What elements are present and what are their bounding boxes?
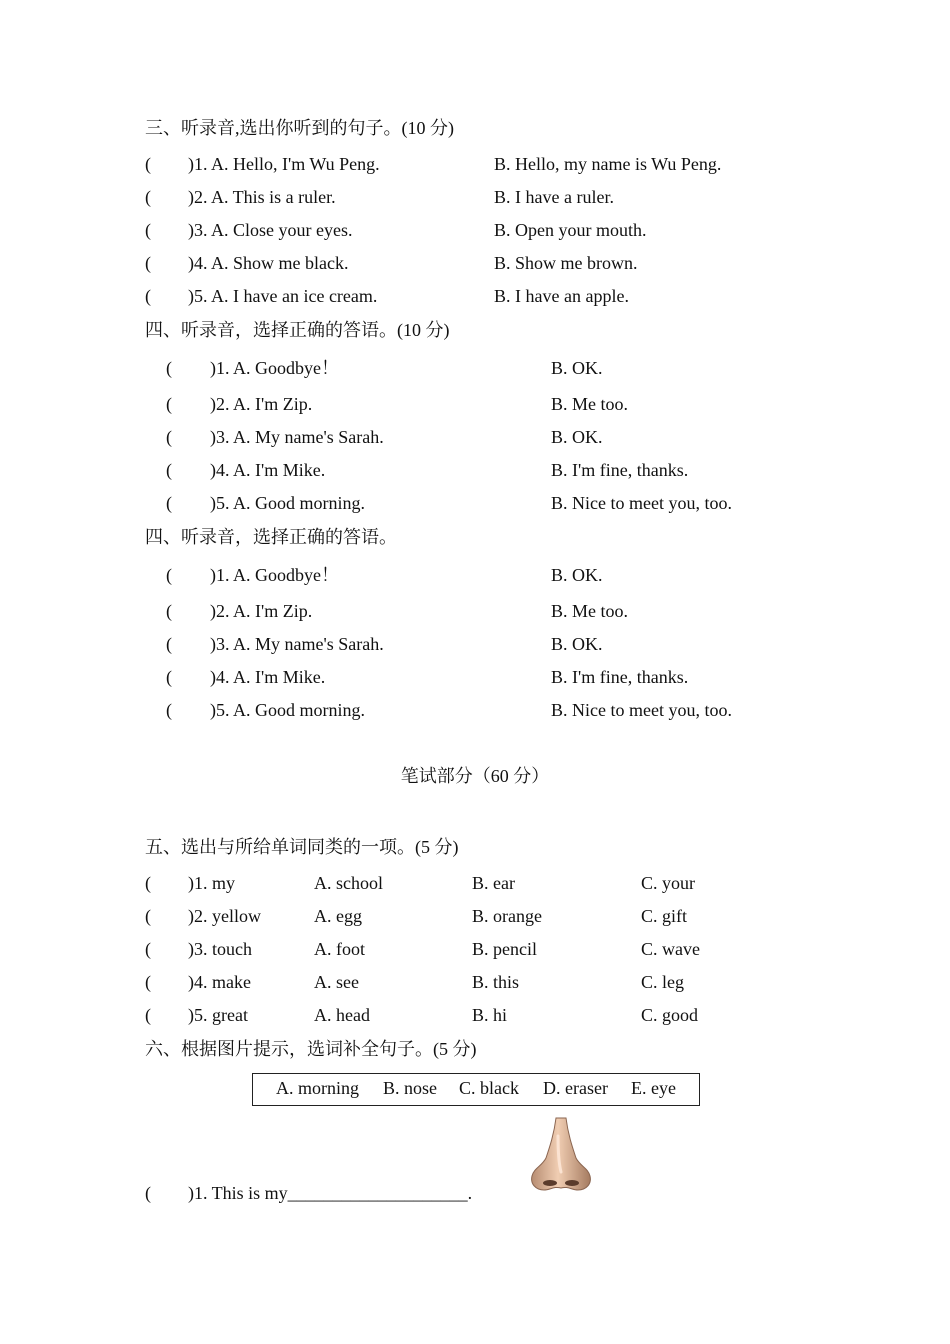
section-3-heading: 三、听录音,选出你听到的句子。(10 分) xyxy=(145,118,454,138)
word-bank-box xyxy=(252,1073,700,1106)
option-b: B. Me too. xyxy=(551,601,629,621)
option-b: B. I have an apple. xyxy=(494,286,629,306)
option-b: B. hi xyxy=(472,1005,508,1025)
answer-bracket: ( xyxy=(145,906,151,926)
section-3-item-5 xyxy=(0,285,950,307)
option-b: B. OK. xyxy=(551,358,603,378)
option-b: B. Nice to meet you, too. xyxy=(551,700,732,720)
section-4b-item-5 xyxy=(0,699,950,721)
answer-bracket: ( xyxy=(166,394,172,414)
option-a: )5. A. Good morning. xyxy=(210,493,365,513)
option-a: )3. A. Close your eyes. xyxy=(188,220,353,240)
answer-bracket: ( xyxy=(145,873,151,893)
option-a: )3. A. My name's Sarah. xyxy=(210,427,384,447)
given-word: )3. touch xyxy=(188,939,252,959)
answer-bracket: ( xyxy=(145,286,151,306)
answer-bracket: ( xyxy=(166,565,172,585)
option-b: B. OK. xyxy=(551,634,603,654)
option-c: C. good xyxy=(641,1005,699,1025)
option-b: B. I'm fine, thanks. xyxy=(551,667,689,687)
section-5-heading: 五、选出与所给单词同类的一项。(5 分) xyxy=(145,837,459,857)
option-b: B. OK. xyxy=(551,565,603,585)
section-3-item-4 xyxy=(0,252,950,274)
option-a: )1. A. Goodbye！ xyxy=(210,565,339,585)
option-b: B. Hello, my name is Wu Peng. xyxy=(494,154,722,174)
option-a: )4. A. I'm Mike. xyxy=(210,460,326,480)
answer-bracket: ( xyxy=(145,972,151,992)
section-5-item-1 xyxy=(0,872,950,894)
section-4b-item-4 xyxy=(0,666,950,688)
option-b: B. Me too. xyxy=(551,394,629,414)
given-word: )1. my xyxy=(188,873,235,893)
fill-in-sentence: )1. This is my____________________. xyxy=(188,1183,473,1203)
section-4a-heading: 四、听录音，选择正确的答语。(10 分) xyxy=(145,320,450,340)
answer-bracket: ( xyxy=(166,493,172,513)
section-4a-item-1 xyxy=(0,357,950,379)
word-bank-option: C. black xyxy=(459,1078,519,1098)
word-bank-option: A. morning xyxy=(276,1078,359,1098)
answer-bracket: ( xyxy=(166,700,172,720)
option-b: B. this xyxy=(472,972,520,992)
section-4b-item-2 xyxy=(0,600,950,622)
answer-bracket: ( xyxy=(145,154,151,174)
answer-bracket: ( xyxy=(145,253,151,273)
section-3-item-1 xyxy=(0,153,950,175)
option-a: )2. A. I'm Zip. xyxy=(210,394,313,414)
answer-bracket: ( xyxy=(166,667,172,687)
option-a: )2. A. This is a ruler. xyxy=(188,187,336,207)
section-3-item-3 xyxy=(0,219,950,241)
option-a: A. see xyxy=(314,972,359,992)
section-6-heading: 六、根据图片提示，选词补全句子。(5 分) xyxy=(145,1039,477,1059)
answer-bracket: ( xyxy=(166,601,172,621)
option-c: C. gift xyxy=(641,906,688,926)
option-c: C. leg xyxy=(641,972,684,992)
word-bank-option: D. eraser xyxy=(543,1078,608,1098)
section-4a-item-3 xyxy=(0,426,950,448)
option-b: B. Show me brown. xyxy=(494,253,638,273)
option-a: A. foot xyxy=(314,939,365,959)
answer-bracket: ( xyxy=(166,427,172,447)
option-b: B. ear xyxy=(472,873,515,893)
section-5-item-4 xyxy=(0,971,950,993)
option-a: A. egg xyxy=(314,906,362,926)
answer-bracket: ( xyxy=(145,939,151,959)
option-b: B. Open your mouth. xyxy=(494,220,647,240)
option-a: )5. A. Good morning. xyxy=(210,700,365,720)
given-word: )2. yellow xyxy=(188,906,261,926)
option-b: B. pencil xyxy=(472,939,537,959)
answer-bracket: ( xyxy=(145,220,151,240)
answer-bracket: ( xyxy=(166,460,172,480)
section-5-item-5 xyxy=(0,1004,950,1026)
section-4b-item-1 xyxy=(0,564,950,586)
answer-bracket: ( xyxy=(166,634,172,654)
given-word: )5. great xyxy=(188,1005,248,1025)
option-c: C. wave xyxy=(641,939,700,959)
word-bank-option: E. eye xyxy=(631,1078,676,1098)
option-a: )1. A. Goodbye！ xyxy=(210,358,339,378)
answer-bracket: ( xyxy=(166,358,172,378)
section-4a-item-2 xyxy=(0,393,950,415)
option-a: )3. A. My name's Sarah. xyxy=(210,634,384,654)
option-a: A. head xyxy=(314,1005,370,1025)
option-a: )1. A. Hello, I'm Wu Peng. xyxy=(188,154,380,174)
section-4a-item-5 xyxy=(0,492,950,514)
section-6-item-1 xyxy=(0,1182,950,1204)
section-4a-item-4 xyxy=(0,459,950,481)
option-b: B. I have a ruler. xyxy=(494,187,614,207)
answer-bracket: ( xyxy=(145,1183,151,1203)
option-c: C. your xyxy=(641,873,695,893)
section-5-item-3 xyxy=(0,938,950,960)
option-b: B. I'm fine, thanks. xyxy=(551,460,689,480)
option-a: )4. A. I'm Mike. xyxy=(210,667,326,687)
option-a: )4. A. Show me black. xyxy=(188,253,349,273)
option-b: B. OK. xyxy=(551,427,603,447)
option-a: )5. A. I have an ice cream. xyxy=(188,286,378,306)
answer-bracket: ( xyxy=(145,187,151,207)
written-part-title: 笔试部分（60 分） xyxy=(400,766,550,786)
option-b: B. Nice to meet you, too. xyxy=(551,493,732,513)
option-a: A. school xyxy=(314,873,383,893)
section-4b-heading: 四、听录音，选择正确的答语。 xyxy=(145,527,397,547)
option-b: B. orange xyxy=(472,906,542,926)
word-bank-option: B. nose xyxy=(383,1078,437,1098)
answer-bracket: ( xyxy=(145,1005,151,1025)
given-word: )4. make xyxy=(188,972,251,992)
section-4b-item-3 xyxy=(0,633,950,655)
section-3-item-2 xyxy=(0,186,950,208)
section-5-item-2 xyxy=(0,905,950,927)
option-a: )2. A. I'm Zip. xyxy=(210,601,313,621)
